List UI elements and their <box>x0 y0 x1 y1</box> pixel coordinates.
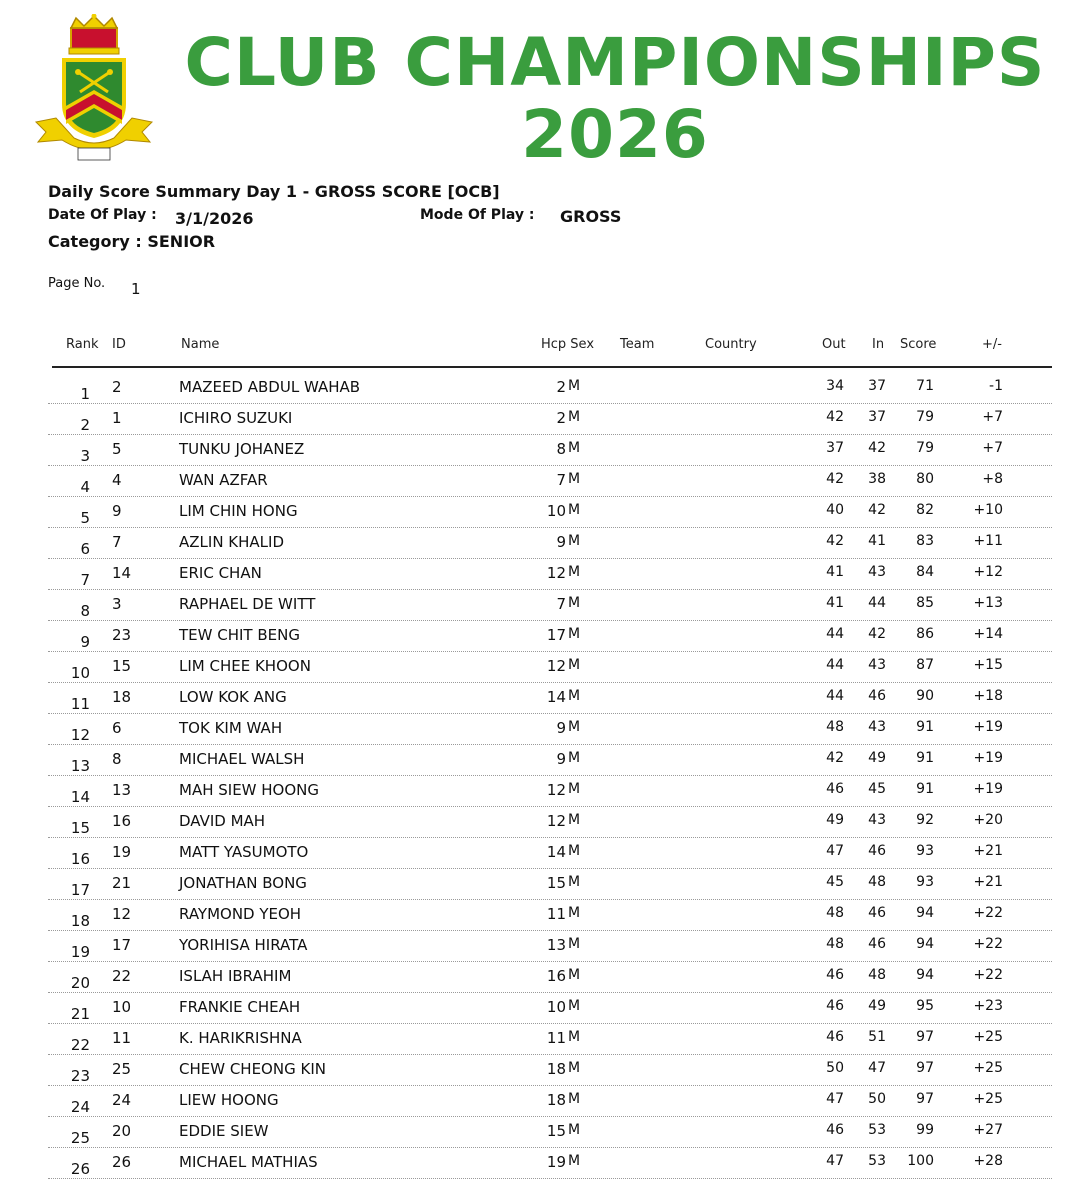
cell-sex: M <box>568 719 581 735</box>
table-row <box>48 1117 1052 1148</box>
cell-diff: +25 <box>973 1060 1003 1076</box>
cell-sex: M <box>568 688 581 704</box>
cell-diff: +22 <box>973 905 1003 921</box>
table-row <box>48 1086 1052 1117</box>
cell-in: 43 <box>868 657 886 673</box>
cell-sex: M <box>568 409 581 425</box>
club-crest-logo <box>34 14 154 164</box>
table-row <box>48 590 1052 621</box>
cell-name: YORIHISA HIRATA <box>179 936 308 954</box>
cell-id: 5 <box>112 440 122 458</box>
cell-in: 42 <box>868 502 886 518</box>
cell-out: 37 <box>826 440 844 456</box>
cell-in: 49 <box>868 750 886 766</box>
cell-rank: 2 <box>80 416 90 434</box>
cell-rank: 14 <box>70 788 90 806</box>
table-row <box>48 714 1052 745</box>
cell-diff: +21 <box>973 843 1003 859</box>
cell-name: ISLAH IBRAHIM <box>179 967 292 985</box>
cell-score: 97 <box>916 1060 934 1076</box>
cell-out: 42 <box>826 409 844 425</box>
cell-name: EDDIE SIEW <box>179 1122 269 1140</box>
table-row <box>48 559 1052 590</box>
cell-name: K. HARIKRISHNA <box>179 1029 302 1047</box>
cell-name: RAPHAEL DE WITT <box>179 595 316 613</box>
cell-name: MAZEED ABDUL WAHAB <box>179 378 361 396</box>
cell-out: 42 <box>826 471 844 487</box>
cell-name: RAYMOND YEOH <box>179 905 302 923</box>
cell-score: 79 <box>916 409 934 425</box>
cell-name: TOK KIM WAH <box>179 719 283 737</box>
cell-out: 48 <box>826 936 844 952</box>
cell-hcp: 2 <box>556 378 566 396</box>
cell-sex: M <box>568 905 581 921</box>
cell-out: 34 <box>826 378 844 394</box>
cell-out: 44 <box>826 657 844 673</box>
cell-id: 8 <box>112 750 122 768</box>
col-header-team: Team <box>620 337 655 352</box>
cell-hcp: 10 <box>546 502 566 520</box>
mode-of-play-value: GROSS <box>560 207 622 226</box>
cell-hcp: 13 <box>546 936 566 954</box>
table-row <box>48 435 1052 466</box>
cell-out: 41 <box>826 595 844 611</box>
cell-diff: +10 <box>973 502 1003 518</box>
table-row <box>48 900 1052 931</box>
col-header-id: ID <box>112 337 126 352</box>
cell-name: MAH SIEW HOONG <box>179 781 320 799</box>
cell-id: 6 <box>112 719 122 737</box>
cell-id: 12 <box>112 905 132 923</box>
cell-out: 46 <box>826 967 844 983</box>
cell-id: 9 <box>112 502 122 520</box>
cell-sex: M <box>568 967 581 983</box>
cell-out: 48 <box>826 719 844 735</box>
cell-name: ERIC CHAN <box>179 564 262 582</box>
cell-score: 93 <box>916 843 934 859</box>
cell-sex: M <box>568 657 581 673</box>
cell-rank: 7 <box>80 571 90 589</box>
cell-out: 47 <box>826 843 844 859</box>
cell-score: 99 <box>916 1122 934 1138</box>
cell-rank: 25 <box>70 1129 90 1147</box>
cell-sex: M <box>568 1153 581 1169</box>
page-title-year: 2026 <box>521 96 709 173</box>
cell-diff: +19 <box>973 719 1003 735</box>
row-divider <box>48 1178 1052 1179</box>
cell-rank: 11 <box>70 695 90 713</box>
cell-rank: 3 <box>80 447 90 465</box>
page-title: CLUB CHAMPIONSHIPS <box>184 24 1046 101</box>
col-header-diff: +/- <box>982 337 1002 352</box>
cell-rank: 19 <box>70 943 90 961</box>
cell-rank: 23 <box>70 1067 90 1085</box>
cell-id: 1 <box>112 409 122 427</box>
cell-score: 93 <box>916 874 934 890</box>
cell-score: 97 <box>916 1091 934 1107</box>
cell-id: 3 <box>112 595 122 613</box>
cell-name: LOW KOK ANG <box>179 688 287 706</box>
cell-id: 24 <box>112 1091 132 1109</box>
cell-in: 48 <box>868 967 886 983</box>
cell-name: ICHIRO SUZUKI <box>179 409 293 427</box>
cell-score: 86 <box>916 626 934 642</box>
cell-id: 10 <box>112 998 132 1016</box>
cell-diff: +20 <box>973 812 1003 828</box>
cell-diff: +11 <box>973 533 1003 549</box>
cell-sex: M <box>568 502 581 518</box>
cell-hcp: 14 <box>546 843 566 861</box>
cell-sex: M <box>568 1091 581 1107</box>
cell-hcp: 17 <box>546 626 566 644</box>
cell-diff: +25 <box>973 1029 1003 1045</box>
cell-hcp: 12 <box>546 657 566 675</box>
cell-in: 37 <box>868 409 886 425</box>
cell-rank: 21 <box>70 1005 90 1023</box>
cell-hcp: 10 <box>546 998 566 1016</box>
cell-diff: -1 <box>989 378 1003 394</box>
cell-hcp: 12 <box>546 781 566 799</box>
cell-name: MICHAEL MATHIAS <box>179 1153 318 1171</box>
cell-id: 7 <box>112 533 122 551</box>
cell-id: 11 <box>112 1029 132 1047</box>
cell-hcp: 7 <box>556 595 566 613</box>
cell-in: 53 <box>868 1122 886 1138</box>
category-label: Category : SENIOR <box>48 232 216 251</box>
cell-diff: +13 <box>973 595 1003 611</box>
cell-name: MICHAEL WALSH <box>179 750 305 768</box>
cell-rank: 9 <box>80 633 90 651</box>
cell-name: LIEW HOONG <box>179 1091 279 1109</box>
cell-sex: M <box>568 626 581 642</box>
table-row <box>48 807 1052 838</box>
table-row <box>48 497 1052 528</box>
cell-name: LIM CHIN HONG <box>179 502 298 520</box>
cell-name: JONATHAN BONG <box>179 874 307 892</box>
cell-out: 47 <box>826 1153 844 1169</box>
col-header-hcp-sex: Hcp Sex <box>541 337 595 352</box>
col-header-in: In <box>872 337 885 352</box>
cell-score: 97 <box>916 1029 934 1045</box>
cell-out: 44 <box>826 626 844 642</box>
table-row <box>48 776 1052 807</box>
cell-in: 46 <box>868 905 886 921</box>
cell-diff: +23 <box>973 998 1003 1014</box>
table-row <box>48 745 1052 776</box>
cell-hcp: 12 <box>546 812 566 830</box>
cell-sex: M <box>568 471 581 487</box>
table-row <box>48 528 1052 559</box>
cell-name: TUNKU JOHANEZ <box>179 440 305 458</box>
page-number-value: 1 <box>131 280 141 298</box>
cell-rank: 5 <box>80 509 90 527</box>
cell-sex: M <box>568 1122 581 1138</box>
cell-in: 37 <box>868 378 886 394</box>
cell-hcp: 11 <box>546 905 566 923</box>
report-summary: Daily Score Summary Day 1 - GROSS SCORE [OCB] <box>48 182 500 201</box>
cell-diff: +25 <box>973 1091 1003 1107</box>
table-row <box>48 373 1052 404</box>
cell-name: CHEW CHEONG KIN <box>179 1060 326 1078</box>
cell-out: 42 <box>826 533 844 549</box>
cell-hcp: 14 <box>546 688 566 706</box>
cell-out: 44 <box>826 688 844 704</box>
cell-name: WAN AZFAR <box>179 471 268 489</box>
cell-sex: M <box>568 564 581 580</box>
cell-out: 46 <box>826 998 844 1014</box>
cell-score: 82 <box>916 502 934 518</box>
cell-id: 14 <box>112 564 132 582</box>
cell-score: 83 <box>916 533 934 549</box>
cell-hcp: 7 <box>556 471 566 489</box>
cell-rank: 1 <box>80 385 90 403</box>
cell-score: 84 <box>916 564 934 580</box>
cell-hcp: 12 <box>546 564 566 582</box>
cell-hcp: 9 <box>556 533 566 551</box>
cell-name: AZLIN KHALID <box>179 533 285 551</box>
cell-score: 94 <box>916 936 934 952</box>
cell-in: 45 <box>868 781 886 797</box>
cell-id: 21 <box>112 874 132 892</box>
cell-rank: 6 <box>80 540 90 558</box>
cell-in: 38 <box>868 471 886 487</box>
cell-rank: 4 <box>80 478 90 496</box>
shield-icon <box>62 58 126 138</box>
cell-in: 51 <box>868 1029 886 1045</box>
cell-in: 43 <box>868 719 886 735</box>
header-divider <box>52 366 1052 368</box>
cell-diff: +15 <box>973 657 1003 673</box>
table-row <box>48 466 1052 497</box>
cell-in: 44 <box>868 595 886 611</box>
cell-hcp: 16 <box>546 967 566 985</box>
cell-out: 40 <box>826 502 844 518</box>
cell-id: 25 <box>112 1060 132 1078</box>
cell-score: 91 <box>916 719 934 735</box>
col-header-score: Score <box>900 337 937 352</box>
cell-rank: 24 <box>70 1098 90 1116</box>
cell-diff: +28 <box>973 1153 1003 1169</box>
cell-rank: 26 <box>70 1160 90 1178</box>
cell-score: 92 <box>916 812 934 828</box>
cell-in: 48 <box>868 874 886 890</box>
cell-rank: 17 <box>70 881 90 899</box>
col-header-out: Out <box>822 337 846 352</box>
table-row <box>48 404 1052 435</box>
cell-id: 26 <box>112 1153 132 1171</box>
cell-out: 46 <box>826 1029 844 1045</box>
cell-diff: +12 <box>973 564 1003 580</box>
cell-out: 50 <box>826 1060 844 1076</box>
table-row <box>48 652 1052 683</box>
cell-id: 13 <box>112 781 132 799</box>
cell-hcp: 9 <box>556 719 566 737</box>
cell-diff: +22 <box>973 936 1003 952</box>
cell-id: 4 <box>112 471 122 489</box>
cell-sex: M <box>568 781 581 797</box>
cell-in: 46 <box>868 688 886 704</box>
cell-out: 42 <box>826 750 844 766</box>
cell-out: 46 <box>826 781 844 797</box>
cell-rank: 22 <box>70 1036 90 1054</box>
cell-diff: +27 <box>973 1122 1003 1138</box>
cell-id: 20 <box>112 1122 132 1140</box>
page-number-label: Page No. <box>48 276 106 291</box>
cell-score: 100 <box>907 1153 934 1169</box>
cell-id: 18 <box>112 688 132 706</box>
cell-diff: +7 <box>982 440 1003 456</box>
cell-out: 41 <box>826 564 844 580</box>
cell-id: 19 <box>112 843 132 861</box>
cell-score: 71 <box>916 378 934 394</box>
cell-diff: +18 <box>973 688 1003 704</box>
cell-rank: 20 <box>70 974 90 992</box>
cell-score: 80 <box>916 471 934 487</box>
cell-diff: +19 <box>973 781 1003 797</box>
cell-id: 2 <box>112 378 122 396</box>
mode-of-play-label: Mode Of Play : <box>420 207 535 223</box>
cell-in: 49 <box>868 998 886 1014</box>
table-row <box>48 1148 1052 1179</box>
cell-id: 15 <box>112 657 132 675</box>
cell-score: 94 <box>916 905 934 921</box>
cell-in: 42 <box>868 626 886 642</box>
cell-hcp: 8 <box>556 440 566 458</box>
cell-sex: M <box>568 1029 581 1045</box>
table-row <box>48 962 1052 993</box>
cell-id: 17 <box>112 936 132 954</box>
cell-sex: M <box>568 843 581 859</box>
cell-score: 90 <box>916 688 934 704</box>
cell-rank: 10 <box>70 664 90 682</box>
date-of-play-value: 3/1/2026 <box>175 209 254 228</box>
cell-sex: M <box>568 1060 581 1076</box>
cell-in: 43 <box>868 812 886 828</box>
cell-rank: 13 <box>70 757 90 775</box>
cell-sex: M <box>568 874 581 890</box>
cell-in: 41 <box>868 533 886 549</box>
cell-name: DAVID MAH <box>179 812 266 830</box>
cell-hcp: 19 <box>546 1153 566 1171</box>
cell-diff: +22 <box>973 967 1003 983</box>
cell-score: 91 <box>916 781 934 797</box>
cell-sex: M <box>568 812 581 828</box>
cell-name: TEW CHIT BENG <box>179 626 300 644</box>
cell-out: 47 <box>826 1091 844 1107</box>
cell-out: 49 <box>826 812 844 828</box>
cell-hcp: 18 <box>546 1091 566 1109</box>
table-row <box>48 1024 1052 1055</box>
cell-id: 22 <box>112 967 132 985</box>
date-of-play-label: Date Of Play : <box>48 207 157 223</box>
table-row <box>48 869 1052 900</box>
cell-rank: 15 <box>70 819 90 837</box>
cell-in: 42 <box>868 440 886 456</box>
cell-hcp: 9 <box>556 750 566 768</box>
table-row <box>48 683 1052 714</box>
col-header-rank: Rank <box>66 337 99 352</box>
cell-sex: M <box>568 378 581 394</box>
cell-score: 79 <box>916 440 934 456</box>
cell-name: FRANKIE CHEAH <box>179 998 301 1016</box>
cell-diff: +7 <box>982 409 1003 425</box>
cell-out: 45 <box>826 874 844 890</box>
cell-in: 43 <box>868 564 886 580</box>
cell-diff: +8 <box>982 471 1003 487</box>
cell-sex: M <box>568 440 581 456</box>
cell-hcp: 15 <box>546 874 566 892</box>
cell-out: 46 <box>826 1122 844 1138</box>
table-row <box>48 621 1052 652</box>
cell-in: 53 <box>868 1153 886 1169</box>
cell-sex: M <box>568 998 581 1014</box>
cell-name: MATT YASUMOTO <box>179 843 309 861</box>
cell-sex: M <box>568 595 581 611</box>
cell-hcp: 18 <box>546 1060 566 1078</box>
cell-diff: +14 <box>973 626 1003 642</box>
cell-hcp: 15 <box>546 1122 566 1140</box>
table-row <box>48 931 1052 962</box>
crown-icon <box>69 14 119 54</box>
cell-score: 95 <box>916 998 934 1014</box>
cell-id: 16 <box>112 812 132 830</box>
cell-score: 94 <box>916 967 934 983</box>
cell-id: 23 <box>112 626 132 644</box>
cell-rank: 8 <box>80 602 90 620</box>
cell-rank: 12 <box>70 726 90 744</box>
cell-sex: M <box>568 533 581 549</box>
cell-in: 46 <box>868 936 886 952</box>
cell-in: 47 <box>868 1060 886 1076</box>
cell-rank: 16 <box>70 850 90 868</box>
cell-sex: M <box>568 750 581 766</box>
cell-sex: M <box>568 936 581 952</box>
cell-score: 85 <box>916 595 934 611</box>
col-header-country: Country <box>705 337 757 352</box>
cell-diff: +21 <box>973 874 1003 890</box>
cell-score: 91 <box>916 750 934 766</box>
cell-hcp: 2 <box>556 409 566 427</box>
cell-name: LIM CHEE KHOON <box>179 657 311 675</box>
cell-out: 48 <box>826 905 844 921</box>
col-header-name: Name <box>181 337 220 352</box>
table-row <box>48 838 1052 869</box>
cell-diff: +19 <box>973 750 1003 766</box>
table-row <box>48 1055 1052 1086</box>
cell-score: 87 <box>916 657 934 673</box>
cell-hcp: 11 <box>546 1029 566 1047</box>
cell-rank: 18 <box>70 912 90 930</box>
cell-in: 46 <box>868 843 886 859</box>
cell-in: 50 <box>868 1091 886 1107</box>
table-row <box>48 993 1052 1024</box>
